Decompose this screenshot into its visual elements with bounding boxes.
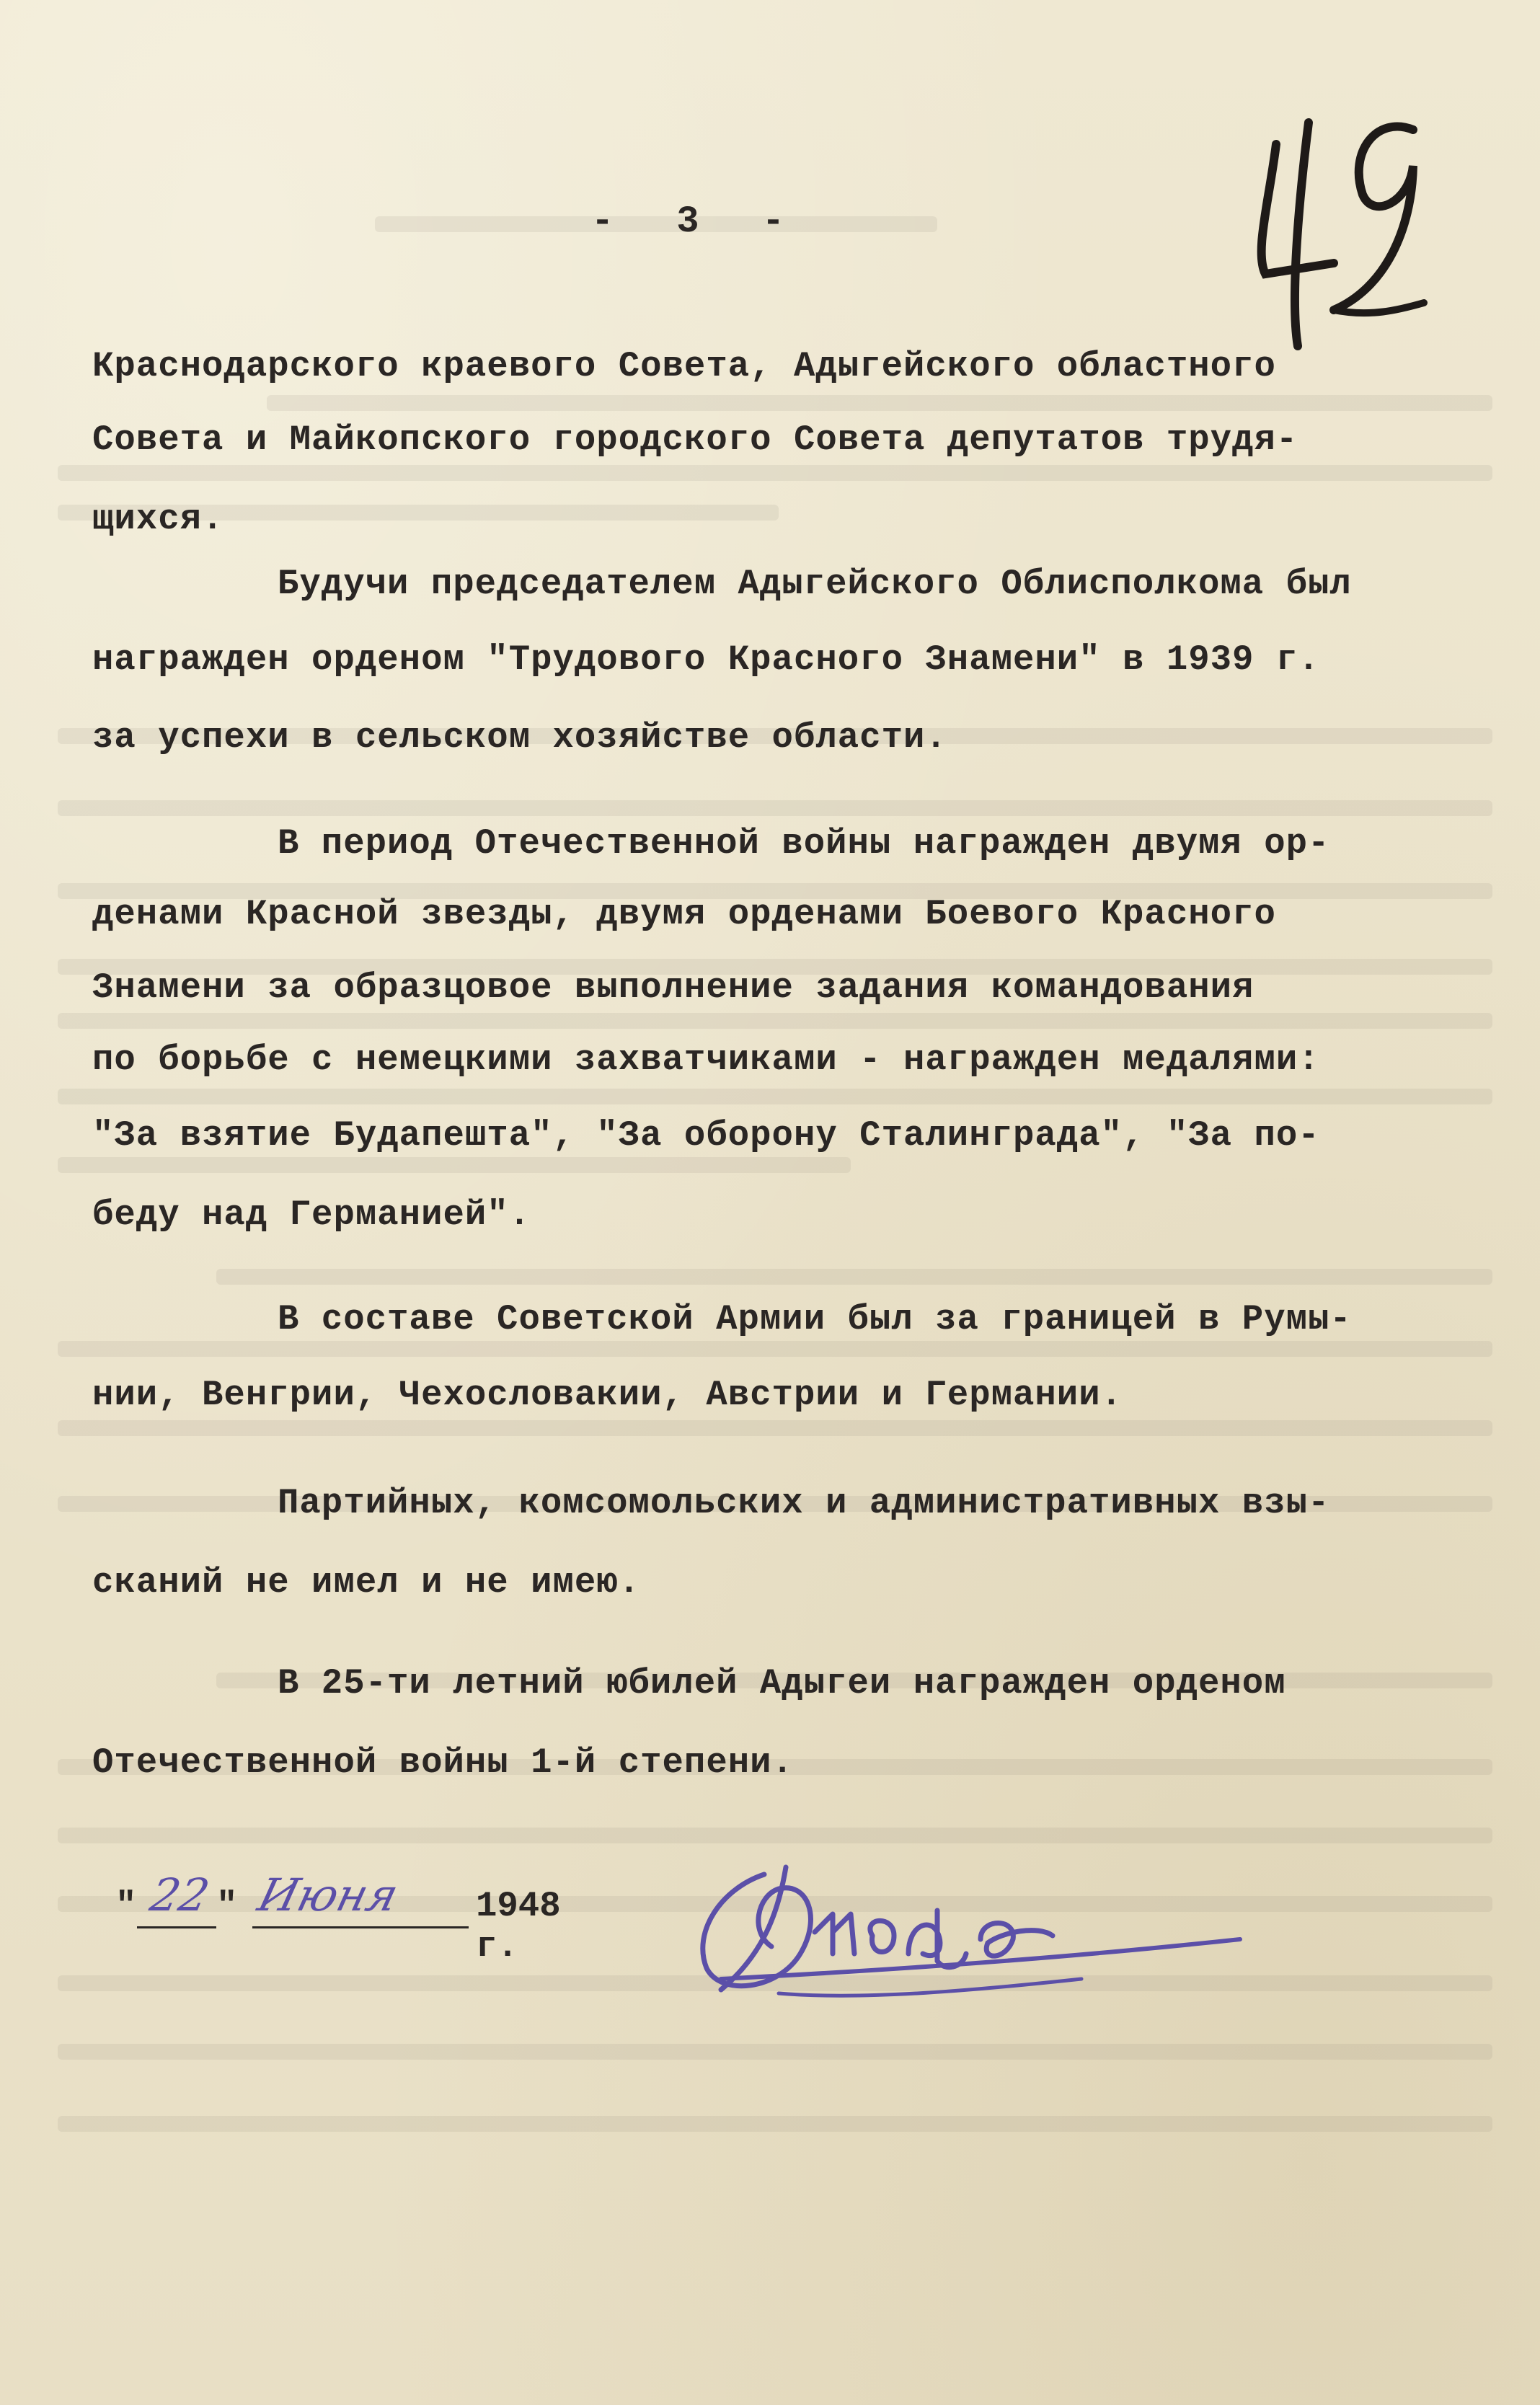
text-line: В период Отечественной войны награжден двумя ор- [278, 823, 1330, 864]
text-line: беду над Германией". [92, 1195, 531, 1235]
text-line: денами Красной звезды, двумя орденами Боевого Красного [92, 894, 1276, 934]
date-close-quote: " [216, 1886, 238, 1926]
text-line: по борьбе с немецкими захватчиками - награжден медалями: [92, 1040, 1320, 1080]
date-month-handwritten: Июня [252, 1869, 404, 1921]
page-number: - 3 - [591, 200, 805, 243]
text-line: "За взятие Будапешта", "За оборону Сталинграда", "За по- [92, 1115, 1320, 1156]
date-year: 1948 г. [476, 1886, 561, 1967]
date-month-underline [252, 1926, 469, 1928]
text-line: В 25-ти летний юбилей Адыгеи награжден орденом [278, 1663, 1286, 1704]
text-line: Отечественной войны 1-й степени. [92, 1742, 794, 1783]
date-day-underline [137, 1926, 216, 1928]
signature [678, 1846, 1269, 2011]
text-line: Знамени за образцовое выполнение задания командования [92, 967, 1254, 1008]
text-line: награжден орденом "Трудового Красного Знамени" в 1939 г. [92, 639, 1320, 680]
text-line: нии, Венгрии, Чехословакии, Австрии и Германии. [92, 1375, 1123, 1415]
text-line: Совета и Майкопского городского Совета депутатов трудя- [92, 420, 1298, 460]
text-line: щихся. [92, 499, 224, 539]
text-line: Партийных, комсомольских и административных взы- [278, 1483, 1330, 1523]
date-open-quote: " [115, 1886, 137, 1926]
folio-number-handwritten [1247, 101, 1435, 360]
date-line [115, 1866, 561, 1967]
text-line: Краснодарского краевого Совета, Адыгейского областного [92, 346, 1276, 386]
date-day-handwritten: 22 [146, 1869, 214, 1921]
text-line: за успехи в сельском хозяйстве области. [92, 717, 947, 758]
text-line: В составе Советской Армии был за границей в Румы- [278, 1299, 1352, 1339]
text-line: Будучи председателем Адыгейского Облисполкома был [278, 564, 1352, 604]
text-line: сканий не имел и не имею. [92, 1562, 641, 1603]
